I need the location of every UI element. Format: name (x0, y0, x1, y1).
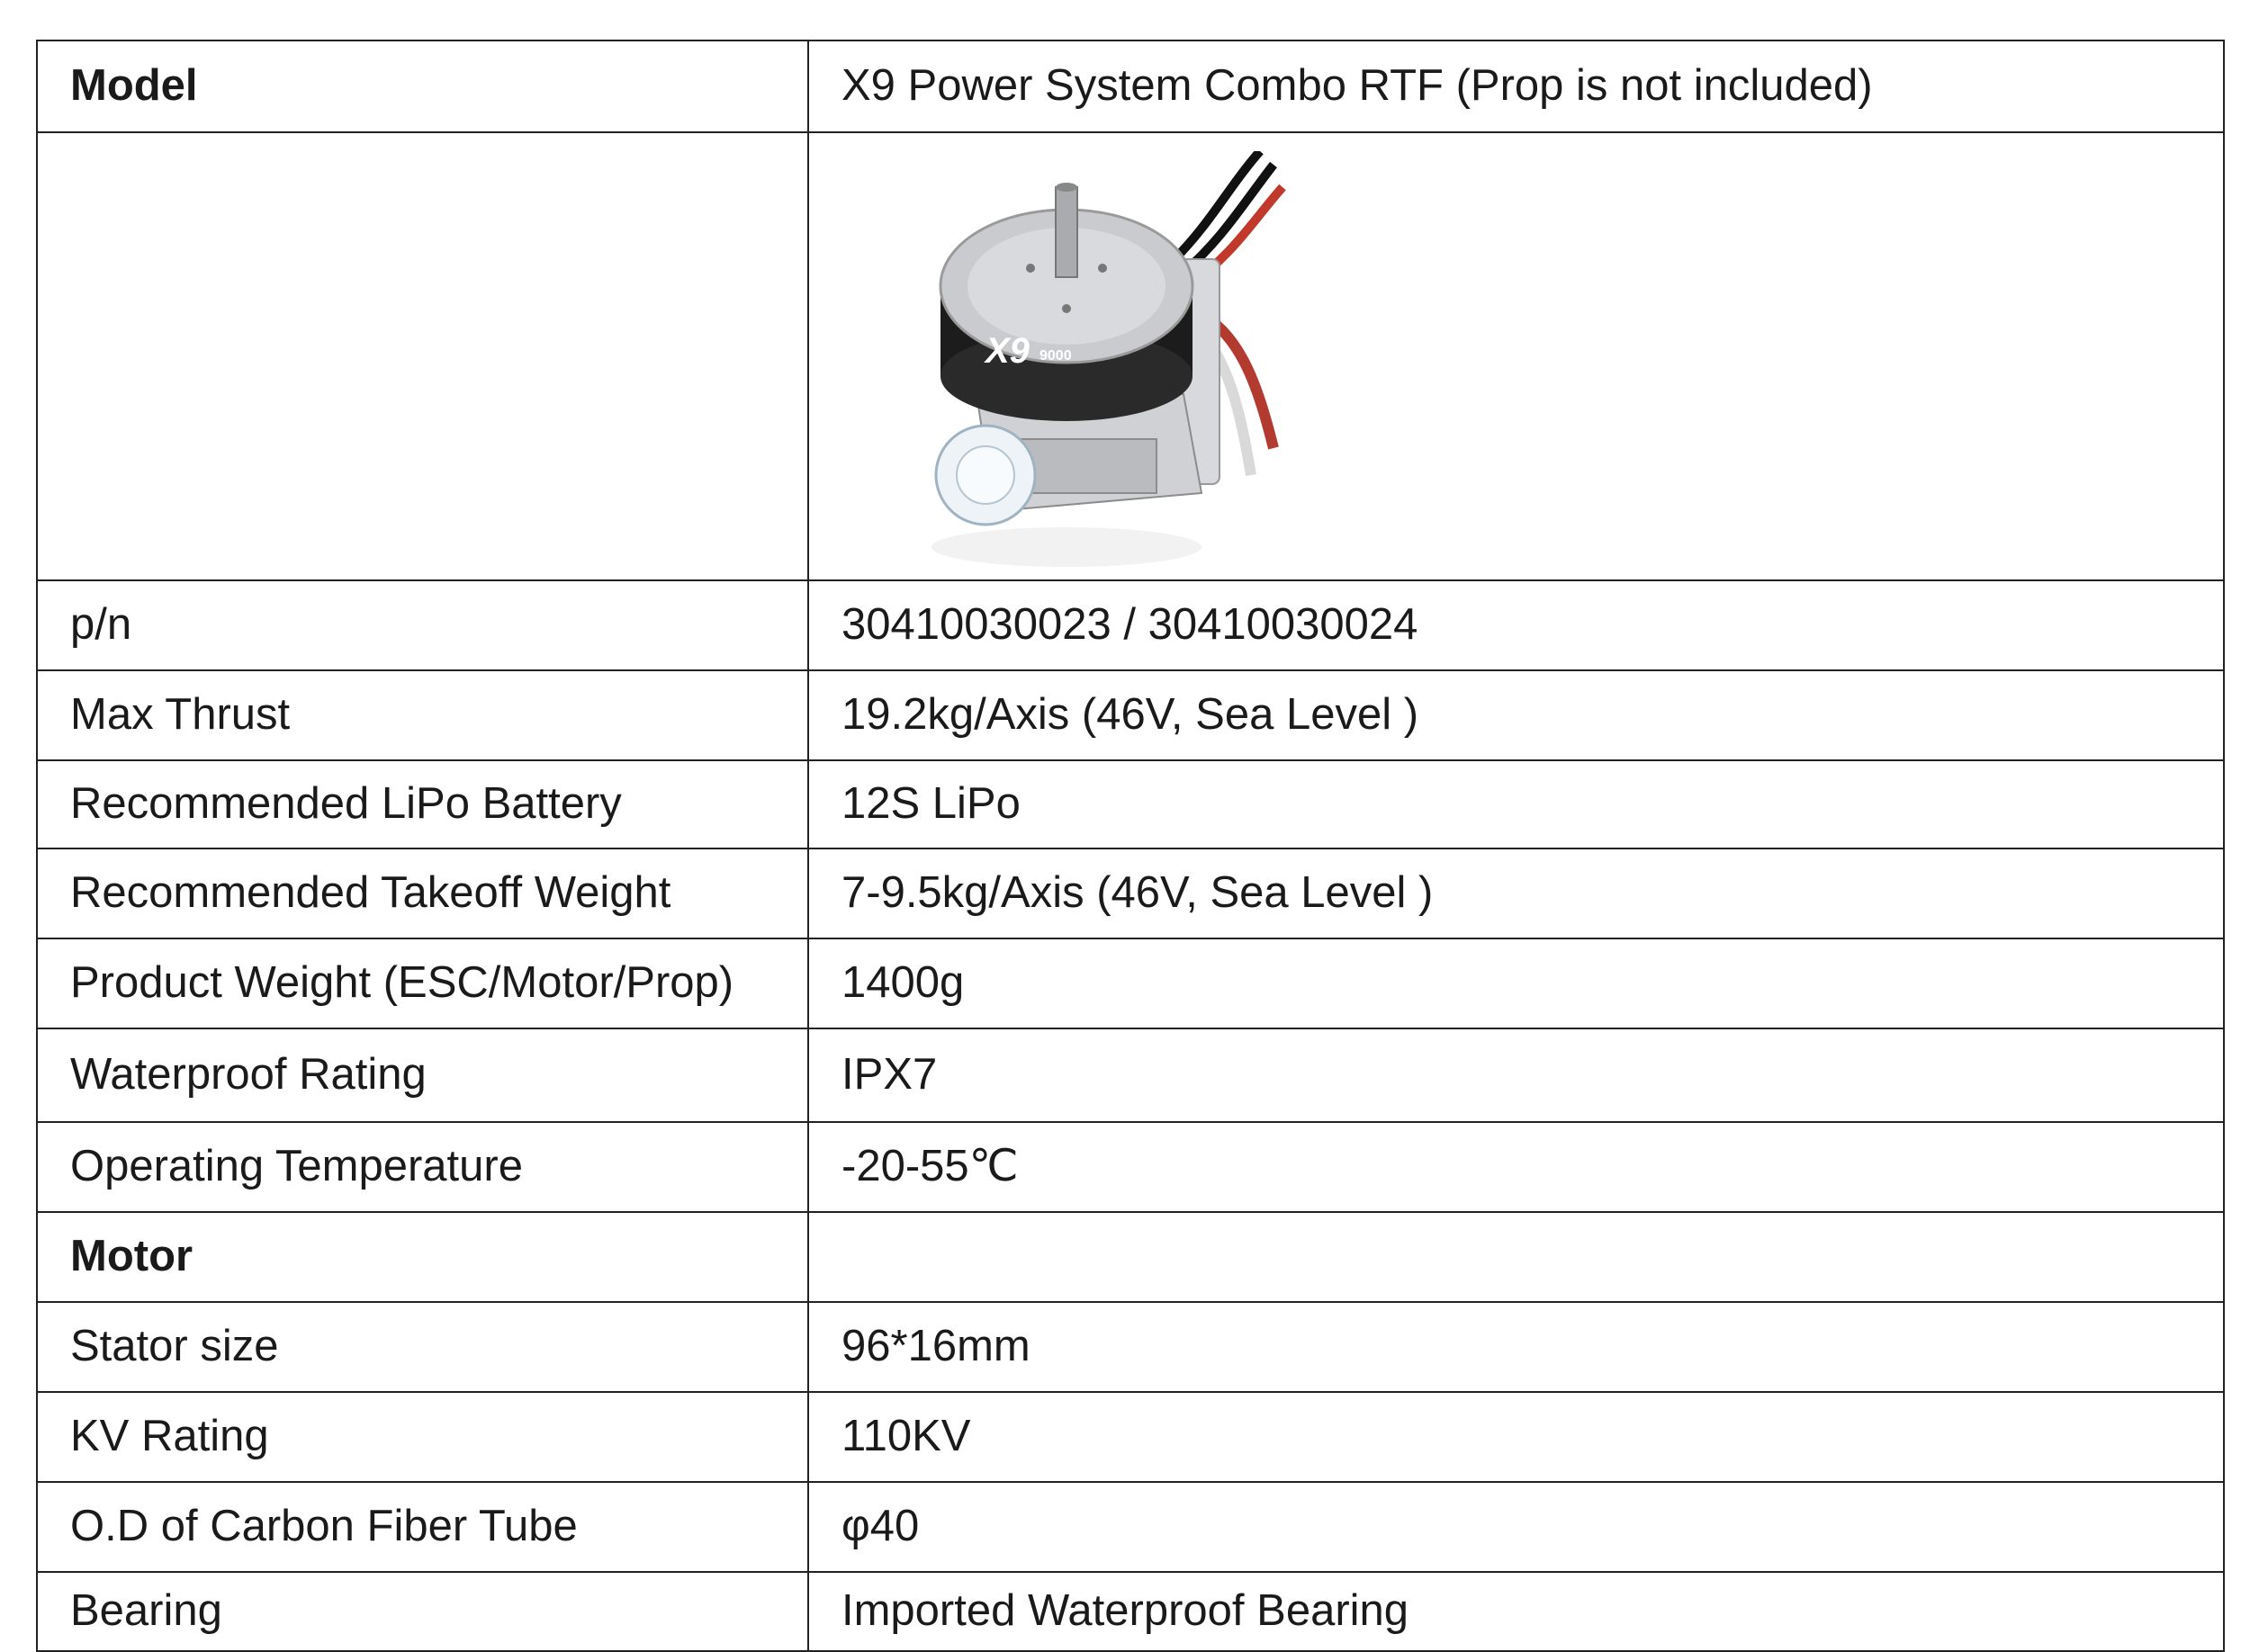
table-row (37, 1302, 2224, 1392)
stator-size-value: 96*16mm (808, 1302, 2224, 1392)
table-row (37, 938, 2224, 1028)
model-value: X9 Power System Combo RTF (Prop is not included) (808, 40, 2224, 132)
battery-value: 12S LiPo (808, 760, 2224, 848)
image-cell (808, 132, 2224, 580)
table-row (37, 1212, 2224, 1302)
bearing-value: Imported Waterproof Bearing (808, 1572, 2224, 1651)
image-row-empty-cell (37, 132, 808, 580)
max-thrust-value: 19.2kg/Axis (46V, Sea Level ) (808, 670, 2224, 760)
takeoff-weight-value: 7-9.5kg/Axis (46V, Sea Level ) (808, 848, 2224, 938)
table-row (37, 1028, 2224, 1122)
tube-od-label: O.D of Carbon Fiber Tube (37, 1482, 808, 1572)
kv-rating-value: 110KV (808, 1392, 2224, 1482)
table-row (37, 1392, 2224, 1482)
pn-value: 30410030023 / 30410030024 (808, 580, 2224, 670)
takeoff-weight-label: Recommended Takeoff Weight (37, 848, 808, 938)
model-label: Model (37, 40, 808, 132)
bearing-label: Bearing (37, 1572, 808, 1651)
motor-section-label: Motor (37, 1212, 808, 1302)
stator-size-label: Stator size (37, 1302, 808, 1392)
motor-label: X9 (986, 331, 1030, 371)
tube-od-value: φ40 (808, 1482, 2224, 1572)
table-row (37, 40, 2224, 132)
motor-section-empty-cell (808, 1212, 2224, 1302)
table-row (37, 760, 2224, 848)
product-weight-value: 1400g (808, 938, 2224, 1028)
product-image (914, 151, 1292, 574)
table-row (37, 1482, 2224, 1572)
image-row (37, 132, 2224, 580)
kv-rating-label: KV Rating (37, 1392, 808, 1482)
table-row (37, 1572, 2224, 1651)
table-row (37, 580, 2224, 670)
product-weight-label: Product Weight (ESC/Motor/Prop) (37, 938, 808, 1028)
max-thrust-label: Max Thrust (37, 670, 808, 760)
waterproof-value: IPX7 (808, 1028, 2224, 1122)
motor-sub-label: 9000 (1040, 348, 1072, 364)
waterproof-label: Waterproof Rating (37, 1028, 808, 1122)
battery-label: Recommended LiPo Battery (37, 760, 808, 848)
temperature-label: Operating Temperature (37, 1122, 808, 1212)
spec-table (36, 40, 2225, 1652)
table-row (37, 1122, 2224, 1212)
table-row (37, 670, 2224, 760)
temperature-value: -20-55℃ (808, 1122, 2224, 1212)
table-row (37, 848, 2224, 938)
pn-label: p/n (37, 580, 808, 670)
